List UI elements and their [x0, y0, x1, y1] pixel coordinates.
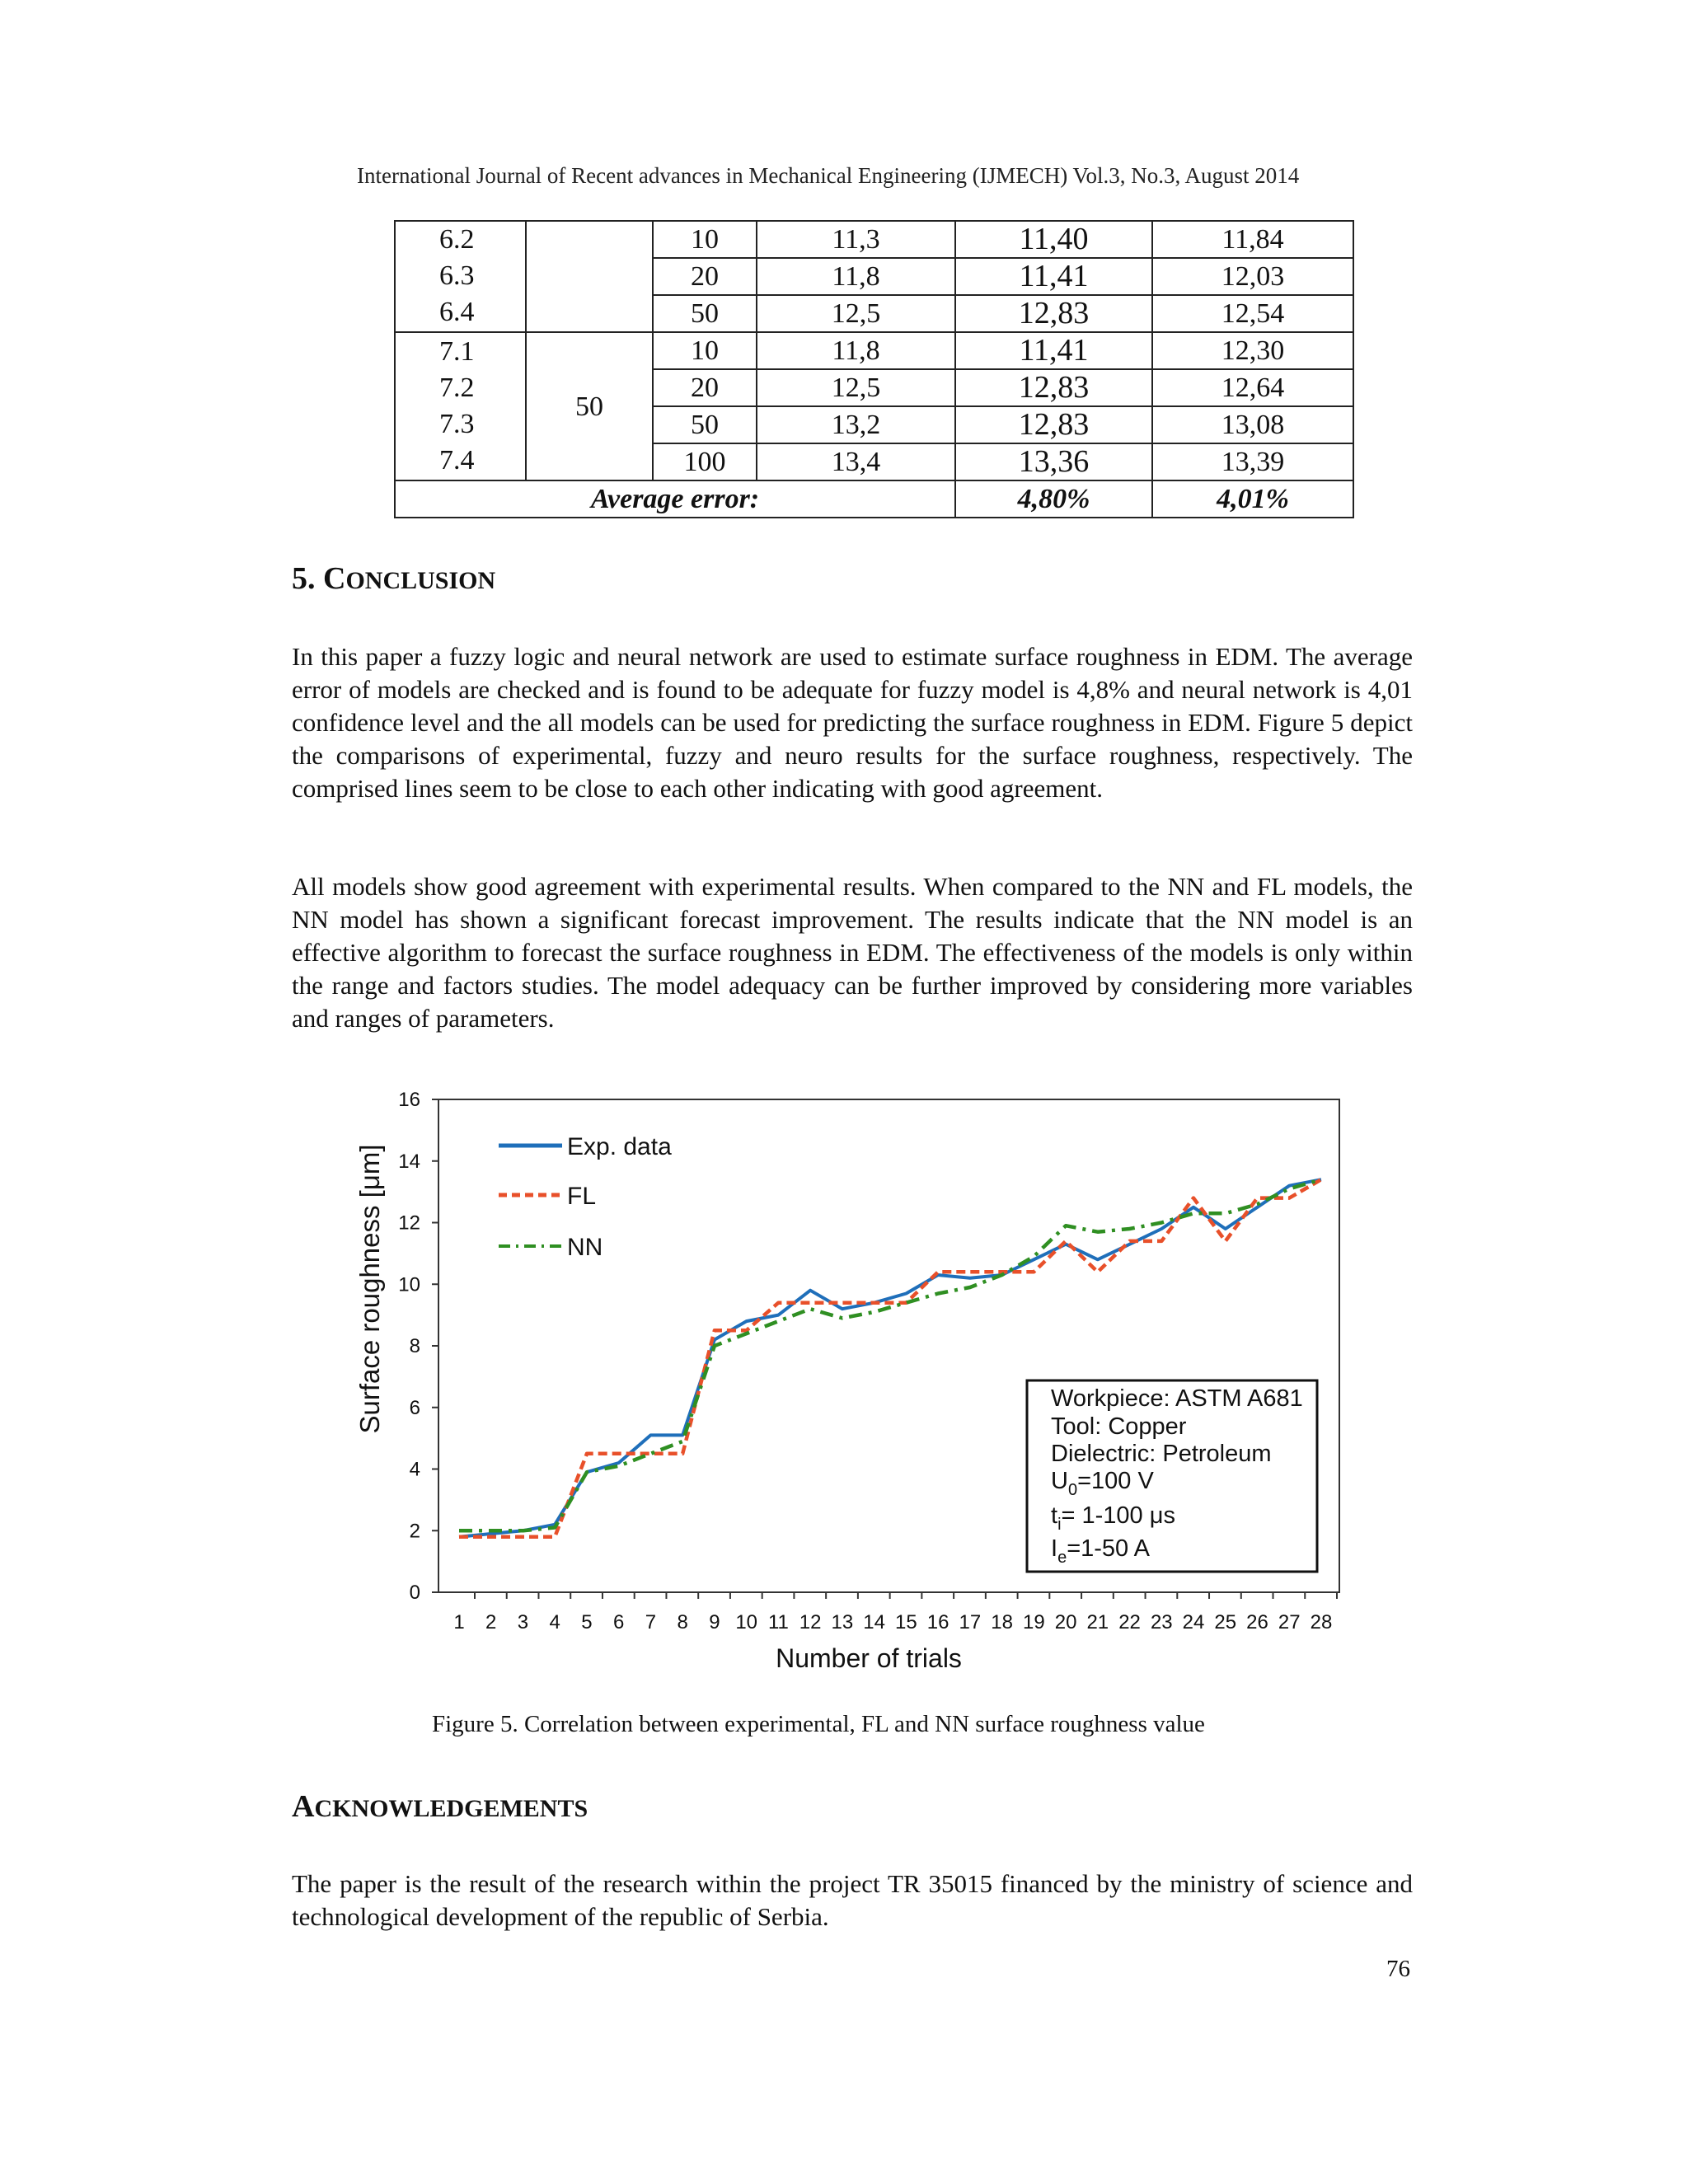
x-tick-label: 15	[895, 1611, 917, 1633]
trial-id: 7.1	[439, 336, 475, 367]
figure-caption: Figure 5. Correlation between experimental, FL and NN surface roughness value	[432, 1711, 1205, 1737]
trial-id: 6.2	[439, 224, 475, 255]
table-cell: 13,4	[757, 443, 955, 480]
table-cell: 20	[653, 369, 757, 406]
x-tick-label: 11	[767, 1611, 789, 1633]
dielectric-label: Dielectric: Petroleum	[1051, 1441, 1272, 1467]
table-cell: 50	[653, 295, 757, 332]
table-cell: 11,41	[955, 258, 1152, 295]
trial-id: 6.3	[439, 260, 475, 291]
x-tick-label: 8	[677, 1611, 688, 1633]
x-tick-label: 19	[1022, 1611, 1045, 1633]
surface-roughness-chart	[346, 1080, 1352, 1681]
y-tick-label: 2	[409, 1520, 420, 1543]
section-number: 5.	[292, 561, 323, 596]
heading-rest: ONCLUSION	[345, 567, 496, 594]
table-cell: 12,5	[757, 369, 955, 406]
x-tick-label: 20	[1054, 1611, 1077, 1633]
tool-label: Tool: Copper	[1051, 1413, 1187, 1440]
table-cell: 12,64	[1152, 369, 1353, 406]
conclusion-heading	[292, 560, 495, 597]
table-row	[395, 221, 1353, 258]
table-cell: 12,03	[1152, 258, 1353, 295]
table-cell: 12,83	[955, 295, 1152, 332]
table-cell: 13,36	[955, 443, 1152, 480]
trial-id: 7.4	[439, 445, 475, 476]
x-tick-label: 4	[549, 1611, 560, 1633]
x-tick-label: 3	[517, 1611, 529, 1633]
average-error-fl: 4,80%	[955, 480, 1152, 518]
trial-ids-group7	[395, 332, 526, 480]
table-cell: 11,84	[1152, 221, 1353, 258]
y-tick-label: 16	[398, 1089, 420, 1111]
x-tick-label: 12	[799, 1611, 822, 1633]
legend-label-exp: Exp. data	[567, 1133, 672, 1160]
table-cell: 11,8	[757, 258, 955, 295]
conditions-box	[1027, 1380, 1317, 1572]
x-axis-label: Number of trials	[776, 1643, 962, 1673]
y-tick-label: 8	[409, 1335, 420, 1357]
heading-initial: A	[292, 1789, 315, 1824]
x-tick-label: 25	[1214, 1611, 1237, 1633]
x-tick-label: 23	[1150, 1611, 1173, 1633]
y-tick-label: 4	[409, 1458, 420, 1481]
table-cell: 11,40	[955, 221, 1152, 258]
pulse-time-label: $t_i= 1-100$ μs	[1051, 1502, 1175, 1534]
table-cell: 11,3	[757, 221, 955, 258]
x-tick-label: 5	[581, 1611, 593, 1633]
heading-initial: C	[323, 561, 346, 596]
table-cell: 10	[653, 332, 757, 369]
group-value	[526, 221, 653, 332]
current-label: $I_e=1-50$ A	[1051, 1535, 1150, 1567]
y-tick-label: 14	[398, 1150, 420, 1173]
table-cell: 50	[653, 406, 757, 443]
x-tick-label: 17	[959, 1611, 982, 1633]
table-cell: 10	[653, 221, 757, 258]
average-error-nn: 4,01%	[1152, 480, 1353, 518]
table-cell: 12,30	[1152, 332, 1353, 369]
x-tick-label: 21	[1086, 1611, 1109, 1633]
legend	[499, 1133, 672, 1261]
y-tick-label: 12	[398, 1212, 420, 1235]
x-tick-label: 13	[831, 1611, 854, 1633]
table-cell: 11,41	[955, 332, 1152, 369]
y-tick-label: 6	[409, 1396, 420, 1419]
page-number: 76	[1386, 1956, 1410, 1982]
x-tick-label: 10	[735, 1611, 758, 1633]
x-tick-label: 28	[1310, 1611, 1333, 1633]
y-tick-label: 10	[398, 1273, 420, 1296]
trial-ids-group6	[395, 221, 526, 332]
group-value: 50	[526, 332, 653, 480]
table-cell: 13,08	[1152, 406, 1353, 443]
acknowledgements-text: The paper is the result of the research within the project TR 35015 financed by the ministry of science and technological development of the republic of Serbia.	[292, 1869, 1413, 1931]
table-cell: 100	[653, 443, 757, 480]
conclusion-paragraph-2: All models show good agreement with experimental results. When compared to the NN and FL models, the NN model has shown a significant forecast improvement. The results indicate that the NN model is an effective algorithm to forecast the surface roughness in EDM. The effectiveness of the models is only within the range and factors studies. The model adequacy can be further improved by considering more variables and ranges of parameters.	[292, 872, 1413, 1033]
x-tick-label: 6	[613, 1611, 625, 1633]
table-cell: 12,83	[955, 369, 1152, 406]
legend-label-nn: NN	[567, 1234, 603, 1261]
table-cell: 13,2	[757, 406, 955, 443]
trial-id: 6.4	[439, 297, 475, 327]
table-cell: 20	[653, 258, 757, 295]
acknowledgements-heading	[292, 1788, 588, 1825]
x-tick-label: 27	[1278, 1611, 1301, 1633]
average-error-label: Average error:	[395, 480, 955, 518]
table-row-average	[395, 480, 1353, 518]
trial-id: 7.3	[439, 409, 475, 439]
y-tick-label: 0	[409, 1582, 420, 1604]
trial-id: 7.2	[439, 373, 475, 403]
running-header: International Journal of Recent advances in Mechanical Engineering (IJMECH) Vol.3, No.3, August 2014	[357, 163, 1300, 188]
x-tick-label: 26	[1246, 1611, 1268, 1633]
table-cell: 12,83	[955, 406, 1152, 443]
table-cell: 13,39	[1152, 443, 1353, 480]
voltage-label: $U_0=100$ V	[1051, 1468, 1154, 1499]
x-tick-label: 9	[709, 1611, 720, 1633]
x-tick-label: 14	[863, 1611, 885, 1633]
workpiece-label: Workpiece: ASTM A681	[1051, 1385, 1303, 1412]
table-cell: 11,8	[757, 332, 955, 369]
legend-label-fl: FL	[567, 1183, 597, 1210]
table-row	[395, 332, 1353, 369]
heading-rest: CKNOWLEDGEMENTS	[314, 1795, 588, 1822]
table-cell: 12,54	[1152, 295, 1353, 332]
conclusion-paragraph-1: In this paper a fuzzy logic and neural network are used to estimate surface roughness in EDM. The average error of models are checked and is found to be adequate for fuzzy model is 4,8% and neural network is 4,01 confidence level and the all models can be used for predicting the surface roughness in EDM. Figure 5 depict the comparisons of experimental, fuzzy and neuro results for the surface roughness, respectively. The comprised lines seem to be close to each other indicating with good agreement.	[292, 642, 1413, 803]
x-tick-label: 16	[926, 1611, 950, 1633]
x-tick-label: 22	[1118, 1611, 1141, 1633]
x-tick-label: 2	[485, 1611, 497, 1633]
x-tick-label: 1	[453, 1611, 465, 1633]
table-cell: 12,5	[757, 295, 955, 332]
results-table	[394, 220, 1354, 518]
x-tick-label: 18	[991, 1611, 1013, 1633]
x-tick-label: 7	[645, 1611, 657, 1633]
y-axis-label: Surface roughness [μm]	[354, 1144, 385, 1434]
x-tick-label: 24	[1182, 1611, 1205, 1633]
